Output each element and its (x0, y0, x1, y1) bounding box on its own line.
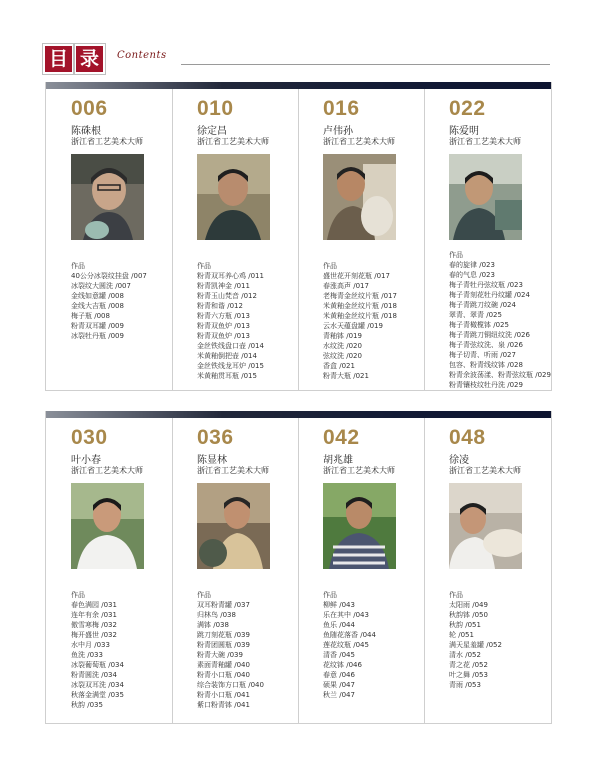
artist-title: 浙江省工艺美术大师 (197, 466, 269, 475)
page-number: 016 (323, 97, 360, 120)
artist-name: 卢伟孙 (323, 126, 353, 137)
page-number: 006 (71, 97, 108, 120)
list-item[interactable]: 云水天蕴盘罐 /019 (323, 322, 383, 330)
list-item[interactable]: 粉青玉山梵音 /012 (197, 292, 257, 300)
list-item[interactable]: 花纹钵 /046 (323, 661, 362, 669)
list-item[interactable]: 素面青釉罐 /040 (197, 661, 250, 669)
contents-subtitle: Contents (117, 50, 167, 61)
list-item[interactable]: 太阳雨 /049 (449, 601, 488, 609)
list-item[interactable]: 粉青六方瓶 /013 (197, 312, 250, 320)
list-item[interactable]: 梅子切青、听雨 /027 (449, 351, 516, 359)
list-item[interactable]: 秋韵钵 /050 (449, 611, 488, 619)
list-item[interactable]: 秋兰 /047 (323, 691, 355, 699)
works-list (197, 261, 264, 381)
works-list (323, 590, 376, 700)
list-item[interactable]: 跳刀刻花瓶 /039 (197, 631, 250, 639)
list-item[interactable]: 鱼洗 /033 (71, 651, 103, 659)
list-item[interactable]: 梅开盛世 /032 (71, 631, 117, 639)
artist-name: 叶小春 (71, 455, 101, 466)
toc-title-char-lu: 录 (76, 46, 103, 72)
artist-name: 陈硃根 (71, 126, 101, 137)
page-number: 030 (71, 426, 108, 449)
list-item[interactable]: 粉青大碗 /039 (197, 651, 243, 659)
artist-card[interactable] (298, 418, 425, 723)
page-number: 048 (449, 426, 486, 449)
list-item[interactable]: 硕果 /047 (323, 681, 355, 689)
works-list (197, 590, 264, 710)
works-list (323, 261, 397, 381)
works-label: 作品 (449, 251, 463, 259)
list-item[interactable]: 粉青余波荡漾、粉青弦纹瓶 /029 (449, 371, 551, 379)
artist-card[interactable] (172, 89, 299, 390)
list-item[interactable]: 春涨高声 /017 (323, 282, 369, 290)
page-number: 022 (449, 97, 486, 120)
artist-photo (71, 154, 144, 240)
list-item[interactable]: 梅子青橄榄钵 /025 (449, 321, 509, 329)
list-item[interactable]: 粉青双鱼炉 /013 (197, 322, 250, 330)
artist-panel-1 (45, 82, 552, 391)
list-item[interactable]: 粉青和谐 /012 (197, 302, 243, 310)
list-item[interactable]: 叶之舞 /053 (449, 671, 488, 679)
list-item[interactable]: 冰裂葡萄瓶 /034 (71, 661, 124, 669)
list-item[interactable]: 乐在其中 /043 (323, 611, 369, 619)
artist-title: 浙江省工艺美术大师 (197, 137, 269, 146)
artist-photo (449, 483, 522, 569)
list-item[interactable]: 弦纹洗 /020 (323, 352, 362, 360)
artist-photo (71, 483, 144, 569)
list-item[interactable]: 水中月 /033 (71, 641, 110, 649)
list-item[interactable]: 鱼随花落香 /044 (323, 631, 376, 639)
list-item[interactable]: 梅子青跳刀铜纽纹洗 /026 (449, 331, 530, 339)
toc-title-char-mu: 目 (45, 46, 72, 72)
list-item[interactable]: 梅子青牡丹弦纹瓶 /023 (449, 281, 523, 289)
list-item[interactable]: 归林鸟 /038 (197, 611, 236, 619)
artist-photo (449, 154, 522, 240)
works-list (449, 250, 551, 390)
toc-header (45, 46, 550, 74)
list-item[interactable]: 青釉钵 /019 (323, 332, 362, 340)
list-item[interactable]: 冰裂双耳洗 /034 (71, 681, 124, 689)
list-item[interactable]: 粉青双耳罐 /009 (71, 322, 124, 330)
list-item[interactable]: 清水 /052 (449, 651, 481, 659)
list-item[interactable]: 粉青双鱼炉 /013 (197, 332, 250, 340)
works-label: 作品 (449, 591, 463, 599)
list-item[interactable]: 连年有余 /031 (71, 611, 117, 619)
list-item[interactable]: 粉青凯神金 /011 (197, 282, 250, 290)
list-item[interactable]: 金线大吉瓶 /008 (71, 302, 124, 310)
list-item[interactable]: 满钵 /038 (197, 621, 229, 629)
artist-photo (323, 154, 396, 240)
artist-title: 浙江省工艺美术大师 (449, 466, 521, 475)
list-item[interactable]: 粉青镶枝纹牡丹洗 /029 (449, 381, 523, 389)
list-item[interactable]: 紫口粉青钵 /041 (197, 701, 250, 709)
list-item[interactable]: 秋落金满堂 /035 (71, 691, 124, 699)
list-item[interactable]: 粉青双耳养心鸡 /011 (197, 272, 264, 280)
list-item[interactable]: 梅子青跳刀纹碗 /024 (449, 301, 516, 309)
artist-title: 浙江省工艺美术大师 (71, 466, 143, 475)
list-item[interactable]: 秋韵 /051 (449, 621, 481, 629)
list-item[interactable]: 盛世花开刻花瓶 /017 (323, 272, 390, 280)
works-label: 作品 (323, 591, 337, 599)
artist-title: 浙江省工艺美术大师 (71, 137, 143, 146)
artist-title: 浙江省工艺美术大师 (449, 137, 521, 146)
list-item[interactable]: 冰裂牡丹瓶 /009 (71, 332, 124, 340)
list-item[interactable]: 春意 /046 (323, 671, 355, 679)
list-item[interactable]: 秋韵 /035 (71, 701, 103, 709)
artist-name: 陈爱明 (449, 126, 479, 137)
list-item[interactable]: 春色满园 /031 (71, 601, 117, 609)
works-label: 作品 (71, 591, 85, 599)
list-item[interactable]: 青雨 /053 (449, 681, 481, 689)
list-item[interactable]: 40公分冰裂纹挂盘 /007 (71, 272, 147, 280)
artist-name: 徐凌 (449, 455, 469, 466)
works-list (71, 590, 124, 710)
list-item[interactable]: 春的气息 /023 (449, 271, 495, 279)
list-item[interactable]: 金线如意罐 /008 (71, 292, 124, 300)
artist-card[interactable] (298, 89, 425, 390)
artist-card[interactable] (46, 89, 173, 390)
artist-card[interactable] (172, 418, 299, 723)
artist-title: 浙江省工艺美术大师 (323, 137, 395, 146)
list-item[interactable]: 冰裂纹大圆洗 /007 (71, 282, 131, 290)
artist-name: 胡兆雄 (323, 455, 353, 466)
panel-top-bar (46, 411, 551, 418)
works-label: 作品 (197, 591, 211, 599)
list-item[interactable]: 米黄釉金丝纹片瓶 /018 (323, 312, 397, 320)
list-item[interactable]: 米黄釉金丝纹片瓶 /018 (323, 302, 397, 310)
list-item[interactable]: 清香 /045 (323, 651, 355, 659)
artist-photo (197, 154, 270, 240)
list-item[interactable]: 双耳粉青罐 /037 (197, 601, 250, 609)
page-number: 036 (197, 426, 234, 449)
works-label: 作品 (71, 262, 85, 270)
list-item[interactable]: 梅子瓶 /008 (71, 312, 110, 320)
list-item[interactable]: 粉青大瓶 /021 (323, 372, 369, 380)
list-item[interactable]: 综合装饰方口瓶 /040 (197, 681, 264, 689)
list-item[interactable]: 水纹洗 /020 (323, 342, 362, 350)
works-label: 作品 (323, 262, 337, 270)
list-item[interactable]: 傲雪寒梅 /032 (71, 621, 117, 629)
list-item[interactable]: 粉青团圆瓶 /039 (197, 641, 250, 649)
artist-card[interactable] (424, 89, 550, 390)
list-item[interactable]: 莲花纹瓶 /045 (323, 641, 369, 649)
list-item[interactable]: 包容、粉青线纹钵 /028 (449, 361, 523, 369)
list-item[interactable]: 春的旋律 /023 (449, 261, 495, 269)
list-item[interactable]: 金丝铁线龙耳炉 /015 (197, 362, 264, 370)
artist-card[interactable] (424, 418, 550, 723)
list-item[interactable]: 金丝铁线盘口壶 /014 (197, 342, 264, 350)
list-item[interactable]: 柳鲜 /043 (323, 601, 355, 609)
list-item[interactable]: 翠青、翠青 /025 (449, 311, 502, 319)
artist-photo (323, 483, 396, 569)
artist-title: 浙江省工艺美术大师 (323, 466, 395, 475)
artist-name: 陈显林 (197, 455, 227, 466)
header-rule (181, 64, 550, 65)
artist-photo (197, 483, 270, 569)
page-number: 042 (323, 426, 360, 449)
works-list (449, 590, 502, 690)
page-number: 010 (197, 97, 234, 120)
artist-panel-2 (45, 411, 552, 724)
list-item[interactable]: 梅子青弦纹洗、泉 /026 (449, 341, 523, 349)
list-item[interactable]: 梅子青刻花牡丹纹罐 /024 (449, 291, 530, 299)
list-item[interactable]: 满天星羞罐 /052 (449, 641, 502, 649)
works-list (71, 261, 147, 341)
artist-name: 徐定昌 (197, 126, 227, 137)
list-item[interactable]: 鱼乐 /044 (323, 621, 355, 629)
list-item[interactable]: 米黄釉贯耳瓶 /015 (197, 372, 257, 380)
list-item[interactable]: 米黄釉倒把壶 /014 (197, 352, 257, 360)
list-item[interactable]: 老梅青金丝纹片瓶 /017 (323, 292, 397, 300)
list-item[interactable]: 粉青小口瓶 /041 (197, 691, 250, 699)
list-item[interactable]: 香盒 /021 (323, 362, 355, 370)
list-item[interactable]: 青之花 /052 (449, 661, 488, 669)
list-item[interactable]: 粉青圆洗 /034 (71, 671, 117, 679)
list-item[interactable]: 轮 /051 (449, 631, 474, 639)
panel-top-bar (46, 82, 551, 89)
works-label: 作品 (197, 262, 211, 270)
list-item[interactable]: 粉青小口瓶 /040 (197, 671, 250, 679)
artist-card[interactable] (46, 418, 173, 723)
